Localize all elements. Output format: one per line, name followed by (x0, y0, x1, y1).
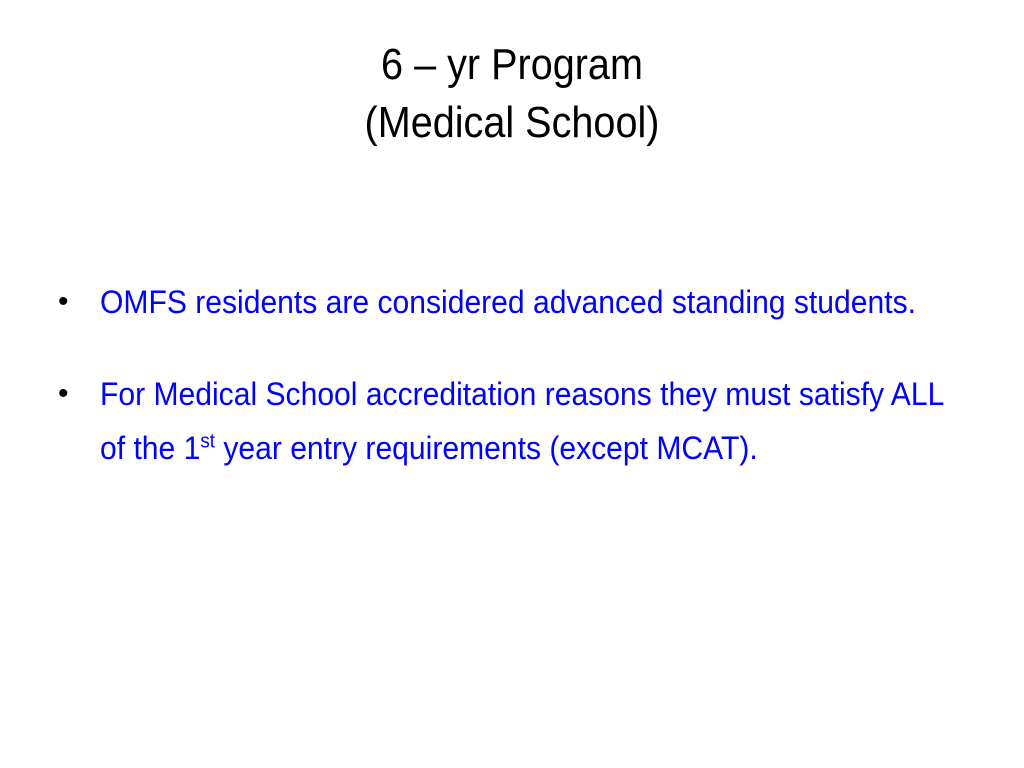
bullet-text-after: year entry requirements (except MCAT). (214, 430, 758, 466)
title-line-2: (Medical School) (364, 98, 660, 147)
slide-title (141, 36, 883, 152)
title-line-1: 6 – yr Program (381, 40, 643, 89)
bullet-item (58, 367, 988, 475)
ordinal-superscript: st (200, 430, 215, 453)
bullet-text (100, 367, 946, 475)
bullet-item (58, 275, 988, 329)
bullet-icon: • (58, 377, 69, 410)
slide-body (58, 275, 988, 513)
bullet-icon: • (58, 285, 69, 318)
bullet-text: OMFS residents are considered advanced standing students. (100, 284, 916, 320)
bullet-text-before: For Medical School accreditation reasons they must satisfy ALL of the 1 (100, 376, 944, 466)
